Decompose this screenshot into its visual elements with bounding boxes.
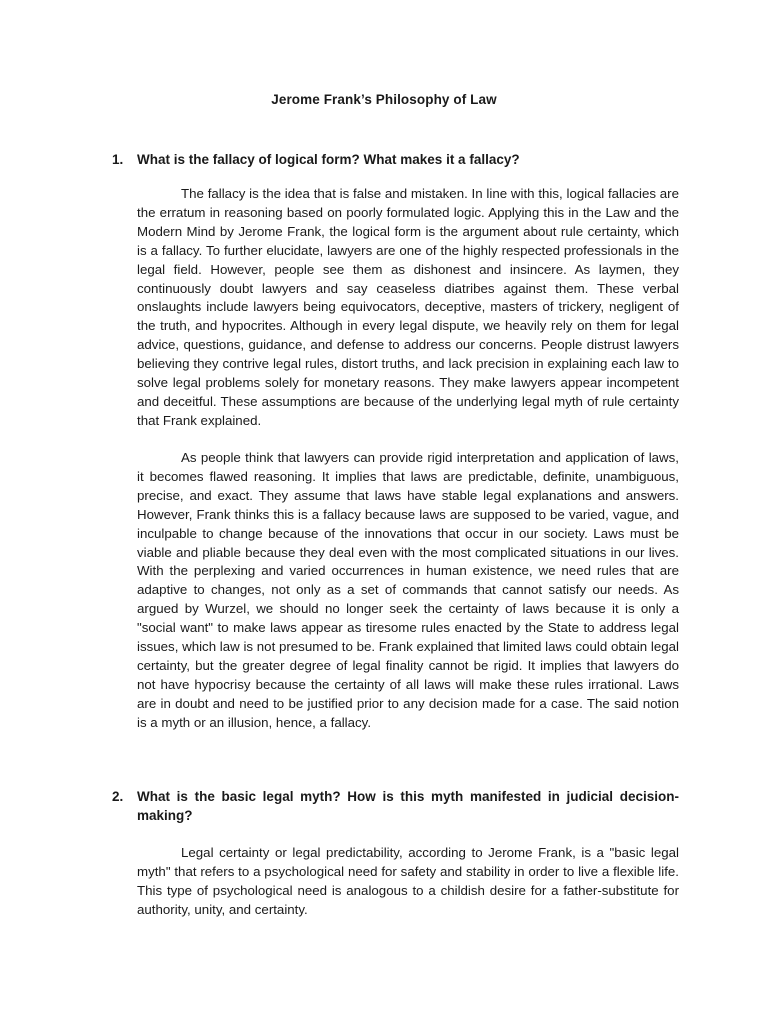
question-number: 2.: [112, 789, 124, 804]
question-2: [112, 787, 679, 825]
question-1: [112, 150, 679, 169]
answer-paragraph: The fallacy is the idea that is false and mistaken. In line with this, logical fallacies are the erratum in reasoning based on poorly formulated logic. Applying this in the Law and the Modern Mind by Jerome Frank, the logical form is the argument about rule certainty, which is a fallacy. To further elucidate, lawyers are one of the highly respected professionals in the legal field. However, people see them as dishonest and insincere. As laymen, they continuously doubt lawyers and say ceaseless diatribes against them. These verbal onslaughts include lawyers being equivocators, deceptive, masters of trickery, negligent of the truth, and hypocrites. Although in every legal dispute, we heavily rely on them for legal advice, questions, guidance, and defense to address our concerns. People distrust lawyers believing they contrive legal rules, distort truths, and lack precision in explaining each law to solve legal problems solely for monetary reasons. They make lawyers appear incompetent and deceitful. These assumptions are because of the underlying legal myth of rule certainty that Frank explained.: [137, 186, 679, 428]
document-title: Jerome Frank’s Philosophy of Law: [271, 92, 497, 107]
question-text: What is the fallacy of logical form? What makes it a fallacy?: [137, 152, 520, 167]
answer-paragraph: Legal certainty or legal predictability, according to Jerome Frank, is a "basic legal myth" that refers to a psychological need for safety and stability in order to live a flexible life. This type of psychological need is analogous to a childish desire for a father-substitute for authority, unity, and certainty.: [137, 845, 679, 917]
question-number: 1.: [112, 152, 124, 167]
answer-paragraph: As people think that lawyers can provide rigid interpretation and application of laws, it becomes flawed reasoning. It implies that laws are predictable, definite, unambiguous, precise, and exact. They assume that laws have stable legal explanations and answers. However, Frank thinks this is a fallacy because laws are supposed to be varied, vague, and inculpable to change because of the innovations that occur in our society. Laws must be viable and pliable because they deal even with the most complicated situations in our lives. With the perplexing and varied occurrences in human existence, we need rules that are adaptive to changes, not only as a set of commands that cannot satisfy our needs. As argued by Wurzel, we should no longer seek the certainty of laws because it is only a "social want" to make laws appear as tiresome rules enacted by the State to address legal issues, which law is not presumed to be. Frank explained that limited laws could obtain legal certainty, but the greater degree of legal finality cannot be rigid. It implies that lawyers do not have hypocrisy because the certainty of all laws will make these rules irrational. Laws are in doubt and need to be justified prior to any decision made for a case. The said notion is a myth or an illusion, hence, a fallacy.: [137, 450, 679, 730]
question-text: What is the basic legal myth? How is this myth manifested in judicial decision-making?: [137, 789, 679, 823]
